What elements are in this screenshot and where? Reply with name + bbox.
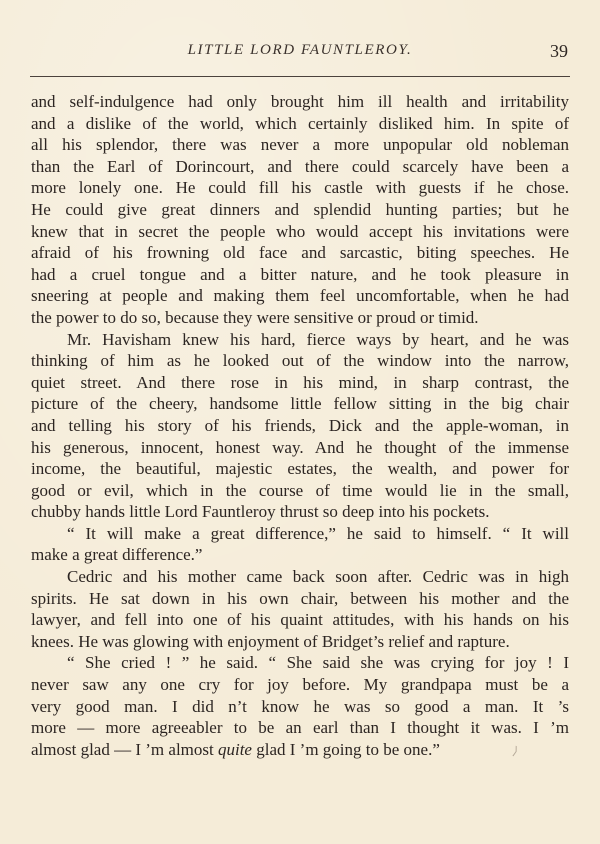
paragraph-first-line: “ It will make a great difference,” he said to himself. “ It will xyxy=(67,523,569,543)
text-line: and self-indulgence had only brought him ill health and irritability xyxy=(31,92,569,111)
header-rule xyxy=(30,76,570,77)
italic-word: quite xyxy=(217,739,252,759)
stray-mark: ⟩ xyxy=(511,743,520,759)
text-line: the power to do so, because they were sensitive or proud or timid. xyxy=(31,307,479,327)
text-line: make a great difference.” xyxy=(31,545,203,565)
text-line: afraid of his frowning old face and sarcastic, biting speeches. He xyxy=(31,243,569,263)
text-line: picture of the cheery, handsome little fellow sitting in the big chair xyxy=(31,394,569,414)
text-line: and a dislike of the world, which certainly disliked him. In spite of xyxy=(31,113,569,133)
text-line: thinking of him as he looked out of the window into the narrow, xyxy=(31,351,569,371)
paragraph-first-line: Mr. Havisham knew his hard, fierce ways by heart, and he was xyxy=(67,329,569,349)
text-line: more lonely one. He could fill his castle with guests if he chose. xyxy=(31,178,569,198)
running-head xyxy=(30,42,570,66)
text-line: He could give great dinners and splendid hunting parties; but he xyxy=(31,199,569,219)
text-line: than the Earl of Dorincourt, and there could scarcely have been a xyxy=(31,156,569,176)
paragraph-first-line: Cedric and his mother came back soon after. Cedric was in high xyxy=(67,567,569,587)
text-line-last xyxy=(31,739,569,761)
last-line-end: glad I ’m going to be one.” xyxy=(251,739,440,759)
text-line: spirits. He sat down in his own chair, between his mother and the xyxy=(31,588,569,608)
last-line-start: almost glad — I ’m almost xyxy=(31,739,218,759)
body-text xyxy=(31,91,569,760)
text-line: all his splendor, there was never a more unpopular old nobleman xyxy=(31,135,569,155)
text-line: income, the beautiful, majestic estates, the wealth, and power for xyxy=(31,459,569,479)
text-line: lawyer, and fell into one of his quaint attitudes, with his hands on his xyxy=(31,610,569,630)
paragraph-first-line: “ She cried ! ” he said. “ She said she was crying for joy ! I xyxy=(67,653,569,673)
running-title: LITTLE LORD FAUNTLEROY. xyxy=(187,42,413,58)
text-line: knees. He was glowing with enjoyment of Bridget’s relief and rapture. xyxy=(31,631,510,651)
text-line: had a cruel tongue and a bitter nature, and he took pleasure in xyxy=(31,264,569,284)
text-line: quiet street. And there rose in his mind, in sharp contrast, the xyxy=(31,372,569,392)
text-line: knew that in secret the people who would accept his invitations were xyxy=(31,221,569,241)
text-line: more — more agreeabler to be an earl than I thought it was. I ’m xyxy=(31,718,569,738)
text-line: chubby hands little Lord Fauntleroy thrust so deep into his pockets. xyxy=(31,502,490,522)
text-line: his generous, innocent, honest way. And he thought of the immense xyxy=(31,437,569,457)
text-line: sneering at people and making them feel uncomfortable, when he had xyxy=(31,286,569,306)
text-line: very good man. I did n’t know he was so good a man. It ’s xyxy=(31,696,569,716)
page-number: 39 xyxy=(550,41,568,61)
text-line: never saw any one cry for joy before. My grandpapa must be a xyxy=(31,675,569,695)
text-line: good or evil, which in the course of time would lie in the small, xyxy=(31,480,569,500)
text-line: and telling his story of his friends, Dick and the apple-woman, in xyxy=(31,415,569,435)
